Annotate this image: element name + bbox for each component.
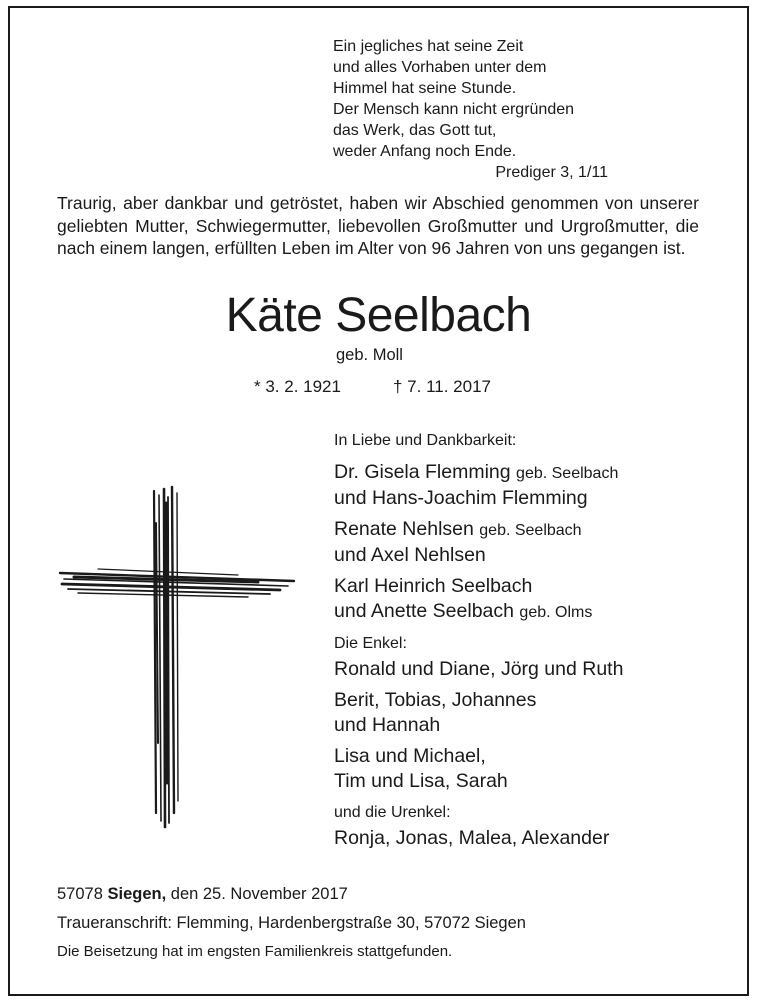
verse-line: das Werk, das Gott tut, (333, 122, 497, 139)
burial-note: Die Beisetzung hat im engsten Familienkreis stattgefunden. (57, 943, 453, 960)
place-date (57, 885, 348, 904)
grandchildren-line: Berit, Tobias, Johannes (334, 689, 537, 711)
postcode: 57078 (57, 885, 103, 903)
spouse-name: und Anette Seelbach (334, 600, 514, 622)
family-entry (334, 460, 734, 511)
birth-name: geb. Moll (336, 346, 403, 364)
child-name: Renate Nehlsen (334, 518, 474, 540)
great-grandchildren-heading: und die Urenkel: (334, 804, 451, 821)
family-heading: In Liebe und Dankbarkeit: (334, 432, 517, 449)
grandchildren-line: und Hannah (334, 714, 441, 736)
verse-reference: Prediger 3, 1/11 (495, 164, 608, 181)
deceased-name: Käte Seelbach (225, 289, 532, 342)
maiden-name: geb. Olms (519, 604, 593, 621)
great-grandchildren-line: Ronja, Jonas, Malea, Alexander (334, 827, 610, 849)
spouse-name: und Axel Nehlsen (334, 544, 486, 566)
grandchildren-line: Tim und Lisa, Sarah (334, 770, 508, 792)
family-list (334, 430, 734, 851)
maiden-name: geb. Seelbach (516, 465, 619, 482)
birth-date: * 3. 2. 1921 (254, 377, 341, 396)
city: Siegen, (107, 885, 167, 903)
mourning-address: Traueranschrift: Flemming, Hardenbergstraße 30, 57072 Siegen (57, 914, 526, 932)
verse-line: Ein jegliches hat seine Zeit (333, 38, 524, 55)
verse-line: weder Anfang noch Ende. (333, 143, 517, 160)
grandchildren-line: Ronald und Diane, Jörg und Ruth (334, 658, 624, 680)
intro-text: Traurig, aber dankbar und getröstet, haben wir Abschied genommen von unserer geliebten Mutter, Schwiegermutter, liebevollen Großmutter und Urgroßmutter, die nach einem langen, erfüllten Leben im Alter von 96 Jahren von uns gegangen ist. (57, 193, 699, 258)
verse-line: Der Mensch kann nicht ergründen (333, 101, 575, 118)
family-entry (334, 574, 734, 625)
grandchildren-heading: Die Enkel: (334, 635, 407, 652)
cross-icon (58, 483, 298, 833)
verse-line: Himmel hat seine Stunde. (333, 80, 517, 97)
grandchildren-line: Lisa und Michael, (334, 745, 486, 767)
child-name: Karl Heinrich Seelbach (334, 575, 533, 597)
spouse-name: und Hans-Joachim Flemming (334, 487, 588, 509)
child-name: Dr. Gisela Flemming (334, 461, 511, 483)
bible-verse (333, 36, 608, 183)
maiden-name: geb. Seelbach (479, 522, 582, 539)
death-date: † 7. 11. 2017 (393, 377, 491, 396)
verse-line: und alles Vorhaben unter dem (333, 59, 547, 76)
family-entry (334, 517, 734, 568)
notice-date: den 25. November 2017 (170, 885, 348, 903)
